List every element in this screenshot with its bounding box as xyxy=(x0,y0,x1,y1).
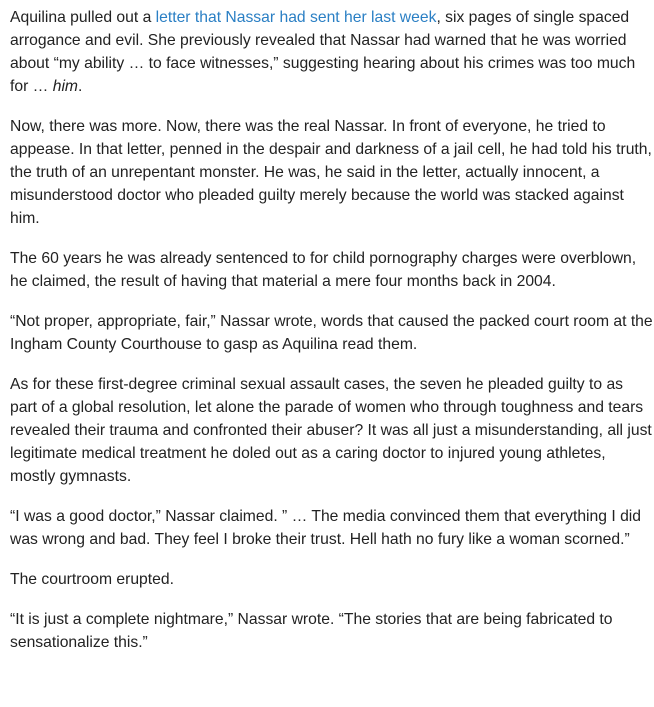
p1-text-middle: , six pages of single spaced arrogance and evil. She previously revealed that Nassar had warned that he was worried about “my ability … to face witnesses,” suggesting hearing about his crimes was too much for … xyxy=(10,9,636,95)
p1-text-after: . xyxy=(78,78,83,95)
nassar-letter-link[interactable]: letter that Nassar had sent her last week xyxy=(155,9,437,26)
paragraph-3: The 60 years he was already sentenced to for child pornography charges were overblown, he claimed, the result of having that material a mere four months back in 2004. xyxy=(10,250,637,290)
paragraph-7: The courtroom erupted. xyxy=(10,571,174,588)
paragraph-4: “Not proper, appropriate, fair,” Nassar wrote, words that caused the packed court room at the Ingham County Courthouse to gasp as Aquilina read them. xyxy=(10,313,653,353)
paragraph-6: “I was a good doctor,” Nassar claimed. ” … The media convinced them that everything I did was wrong and bad. They feel I broke their trust. Hell hath no fury like a woman scorned.” xyxy=(10,508,641,548)
paragraph-2: Now, there was more. Now, there was the real Nassar. In front of everyone, he tried to appease. In that letter, penned in the despair and darkness of a jail cell, he had told his truth, the truth of an unrepentant monster. He was, he said in the letter, actually innocent, a misunderstood doctor who pleaded guilty merely because the world was stacked against him. xyxy=(10,118,652,227)
paragraph-5: As for these first-degree criminal sexual assault cases, the seven he pleaded guilty to as part of a global resolution, let alone the parade of women who through toughness and tears revealed their trauma and confronted their abuser? It was all just a misunderstanding, all just legitimate medical treatment he doled out as a caring doctor to injured young athletes, mostly gymnasts. xyxy=(10,376,652,485)
paragraph-8: “It is just a complete nightmare,” Nassar wrote. “The stories that are being fabricated to sensationalize this.” xyxy=(10,611,613,651)
p1-emphasis: him xyxy=(52,78,78,95)
paragraph-1 xyxy=(10,6,654,98)
p1-text-before: Aquilina pulled out a xyxy=(10,9,156,26)
